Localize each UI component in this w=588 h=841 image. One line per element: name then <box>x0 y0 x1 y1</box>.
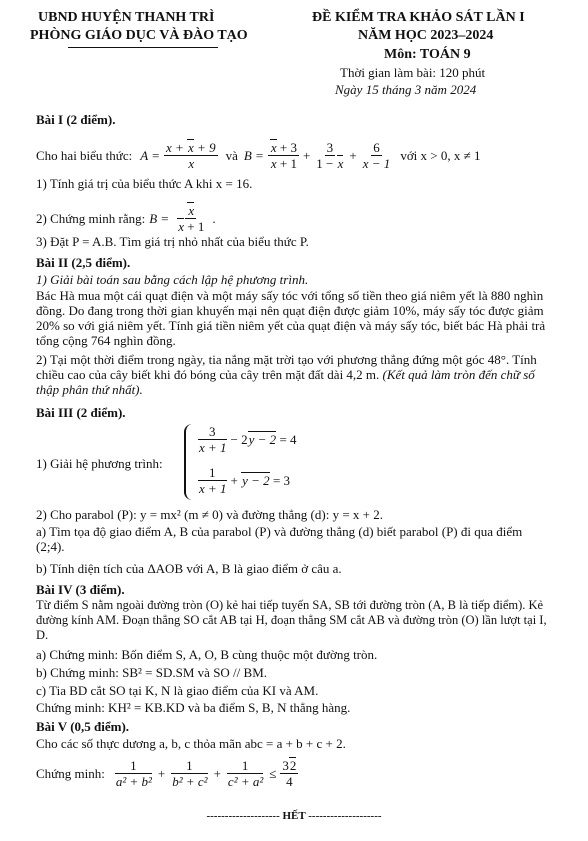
exam-title: ĐỀ KIỂM TRA KHẢO SÁT LẦN I <box>312 10 525 25</box>
system-brace <box>184 424 192 500</box>
bai1-q3: 3) Đặt P = A.B. Tìm giá trị nhỏ nhất của biểu thức P. <box>36 234 309 249</box>
bai5-inequality: Chứng minh: $\frac{1}{\text{a² + b²}}$ + $\frac{1}{\text{b² + c²}}$ + $\frac{1}{\text{c² + a²}}$ ≤ $\frac{32}{4}$ <box>36 758 297 789</box>
bai4-qb: b) Chứng minh: SB² = SD.SM và SO // BM. <box>36 665 268 680</box>
bai3-title: Bài III (2 điểm). <box>36 405 126 420</box>
bai1-q2: 2) Chứng minh rằng: B = $\frac{x}{x + 1}$ . <box>36 203 216 234</box>
subject: Môn: TOÁN 9 <box>384 47 471 62</box>
bai4-title: Bài IV (3 điểm). <box>36 582 125 597</box>
equation-1: $\frac{3}{x + 1}$ − 2y − 2 = 4 <box>199 424 297 455</box>
header-rule <box>68 47 218 48</box>
bai3-q1: 1) Giải hệ phương trình: <box>36 456 163 471</box>
bai3-qb: b) Tính diện tích của ΔAOB với A, B là giao điểm ở câu a. <box>36 561 342 576</box>
bai4-text: Từ điểm S nằm ngoài đường tròn (O) kẻ hai tiếp tuyến SA, SB tới đường tròn (A, B là tiếp điểm). Kẻ đường kính AM. Đoạn thẳng SO cắt AB tại H, đoạn thẳng SM cắt AB và đường tròn (O) lần lượt tại I, D. <box>36 598 547 642</box>
bai1-title: Bài I (2 điểm). <box>36 112 116 127</box>
end-marker: -------------------- HẾT -------------------- <box>206 810 382 822</box>
bai2-q1-text: Bác Hà mua một cái quạt điện và một máy sấy tóc với tổng số tiền theo giá niêm yết là 880 nghìn đồng. Do đang trong thời gian khuyến mại nên quạt điện được giảm 10%, máy sấy tóc được giảm 20% so với giá niêm yết. Tính giá tiền niêm yết của quạt điện và máy sấy tóc, biết bác Hà phải trả tổng cộng 764 nghìn đồng. <box>36 288 546 348</box>
bai3-qa: a) Tìm tọa độ giao điểm A, B của parabol (P) và đường thẳng (d) biết parabol (P) đi qua điểm (2;4). <box>36 524 523 554</box>
equation-2: $\frac{1}{x + 1}$ + y − 2 = 3 <box>199 465 291 496</box>
bai4-qa: a) Chứng minh: Bốn điểm S, A, O, B cùng thuộc một đường tròn. <box>36 647 378 662</box>
bai3-q2: 2) Cho parabol (P): y = mx² (m ≠ 0) và đường thẳng (d): y = x + 2. <box>36 507 383 522</box>
department-name: UBND HUYỆN THANH TRÌ <box>38 10 215 25</box>
bai5-text: Cho các số thực dương a, b, c thỏa mãn abc = a + b + c + 2. <box>36 736 346 751</box>
bai1-q1: 1) Tính giá trị của biểu thức A khi x = 16. <box>36 176 253 191</box>
office-name: PHÒNG GIÁO DỤC VÀ ĐÀO TẠO <box>30 28 248 43</box>
bai4-qc2: Chứng minh: KH² = KB.KD và ba điểm S, B, N thẳng hàng. <box>36 700 351 715</box>
bai2-q2: 2) Tại một thời điểm trong ngày, tia nắng mặt trời tạo với phương thẳng đứng một góc 48°. Tính chiều cao của cây biết khi đó bóng của cây trên mặt đất dài 4,2 m. (Kết quả làm tròn đến chữ số thập phân thứ nhất). <box>36 352 537 397</box>
bai1-expressions: Cho hai biểu thức: A = $\frac{x + x + 9}{x}$ và B = $\frac{x + 3}{x + 1}$ + $\frac{3}{1 - x}$ + $\frac{6}{x - 1}$ với x > 0, x ≠ 1 <box>36 140 481 171</box>
bai5-prove-label: Chứng minh: <box>36 765 105 781</box>
bai2-q1-label: 1) Giải bài toán sau bằng cách lập hệ phương trình. <box>36 272 309 287</box>
bai4-qc: c) Tia BD cắt SO tại K, N là giao điểm của KI và AM. <box>36 683 319 698</box>
exam-date: Ngày 15 tháng 3 năm 2024 <box>335 82 477 97</box>
exam-time: Thời gian làm bài: 120 phút <box>340 65 486 80</box>
school-year: NĂM HỌC 2023–2024 <box>358 28 494 43</box>
bai5-title: Bài V (0,5 điểm). <box>36 719 130 734</box>
bai2-title: Bài II (2,5 điểm). <box>36 255 131 270</box>
bai1-intro: Cho hai biểu thức: <box>36 147 133 163</box>
bai1-condition: với x > 0, x ≠ 1 <box>400 147 481 163</box>
